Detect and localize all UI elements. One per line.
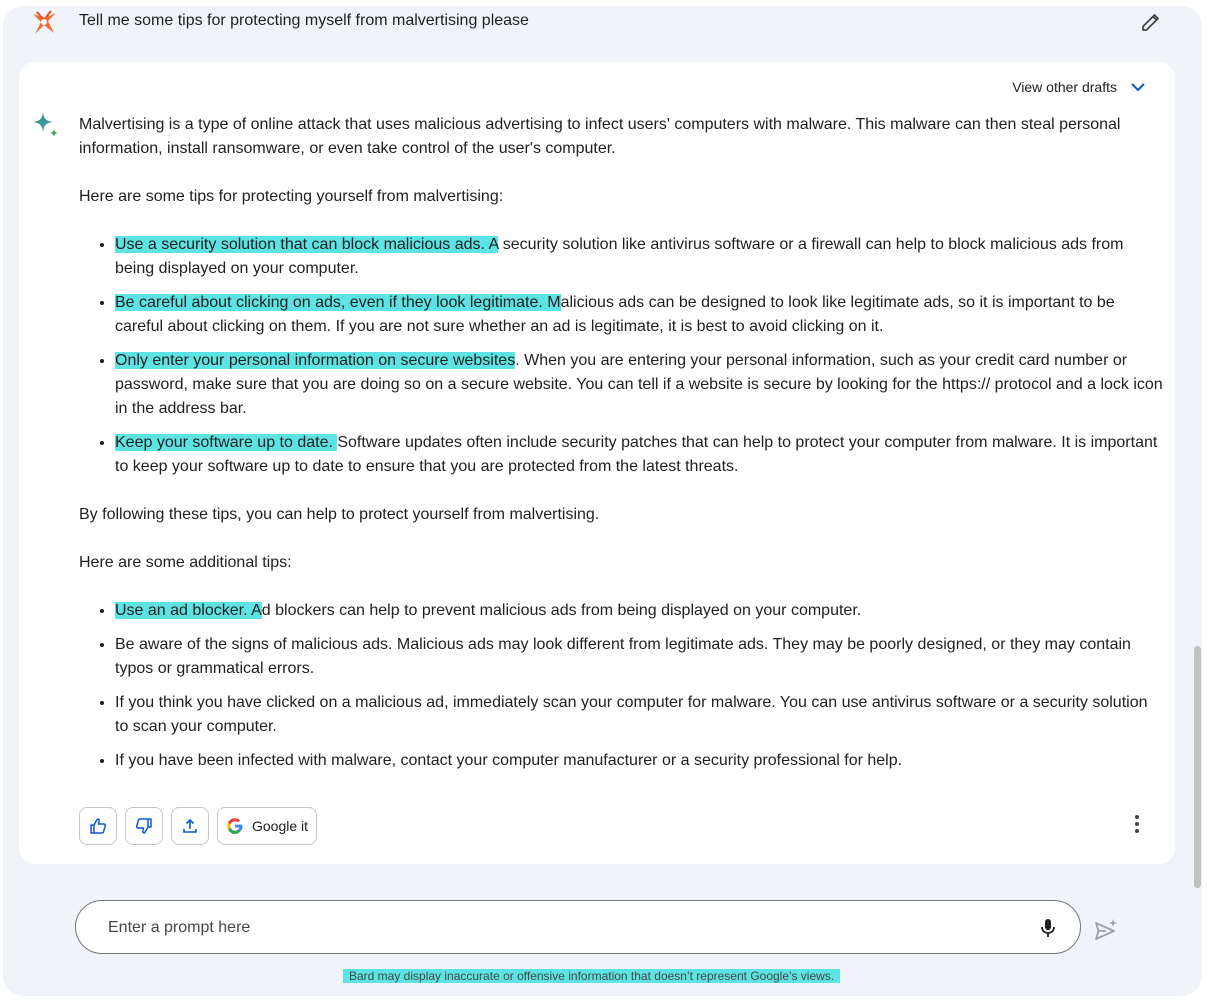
tip-text: Be aware of the signs of malicious ads. Malicious ads may look different from legitimate ads. They may be poorly designed, or they may contain typos or grammatical errors.	[115, 636, 1131, 677]
tips-list	[79, 233, 1164, 479]
response-actions	[79, 807, 317, 845]
chat-frame	[3, 6, 1202, 996]
highlighted-text: Use an ad blocker. A	[115, 602, 262, 619]
conclusion-paragraph: By following these tips, you can help to protect yourself from malvertising.	[79, 506, 600, 523]
thumbs-down-icon	[135, 817, 153, 835]
highlighted-text: Only enter your personal information on secure websites	[115, 352, 516, 369]
thumbs-up-icon	[89, 817, 107, 835]
google-it-button[interactable]	[217, 807, 317, 845]
tip-text: If you have been infected with malware, contact your computer manufacturer or a security professional for help.	[115, 752, 903, 769]
response-card	[19, 62, 1175, 864]
tip-text: Software updates often include security patches that can help to protect your computer from malware. It is important to keep your software up to date to ensure that you are protected from the latest threats.	[115, 434, 1158, 475]
tip-text: . When you are entering your personal information, such as your credit card number or password, make sure that you are doing so on a secure website. You can tell if a website is secure by looking for the https:// protocol and a lock icon in the address bar.	[115, 352, 1163, 417]
share-button[interactable]	[171, 807, 209, 845]
mic-icon[interactable]	[1036, 916, 1060, 940]
thumbs-down-button[interactable]	[125, 807, 163, 845]
thumbs-up-button[interactable]	[79, 807, 117, 845]
send-icon[interactable]	[1093, 917, 1119, 943]
more-vert-icon[interactable]	[1125, 812, 1149, 836]
list-item	[115, 749, 1164, 773]
list-item	[115, 233, 1164, 281]
prompt-text: Tell me some tips for protecting myself from malvertising please	[79, 12, 529, 29]
additional-heading: Here are some additional tips:	[79, 554, 292, 571]
google-it-label: Google it	[252, 818, 309, 834]
intro-paragraph: Malvertising is a type of online attack that uses malicious advertising to infect users' computers with malware. This malware can then steal personal information, install ransomware, or even take control of the user's computer.	[79, 116, 1121, 157]
list-item	[115, 691, 1164, 739]
highlighted-text: Use a security solution that can block malicious ads. A	[115, 236, 499, 253]
list-item	[115, 431, 1164, 479]
prompt-input[interactable]	[106, 915, 1010, 941]
user-prompt-row	[3, 6, 1202, 46]
tip-text: If you think you have clicked on a malicious ad, immediately scan your computer for malware. You can use antivirus software or a security solution to scan your computer.	[115, 694, 1148, 735]
chevron-down-icon	[1129, 78, 1147, 96]
list-item	[115, 349, 1164, 421]
disclaimer-text: Bard may display inaccurate or offensive information that doesn’t represent Google’s views.	[343, 969, 840, 983]
view-drafts-label: View other drafts	[1012, 79, 1117, 95]
view-other-drafts-button[interactable]	[1012, 78, 1147, 96]
user-avatar-icon	[29, 8, 59, 38]
edit-pencil-icon[interactable]	[1139, 10, 1163, 34]
tip-text: security solution like antivirus software or a firewall can help to block malicious ads from being displayed on your computer.	[115, 236, 1124, 277]
tip-text: alicious ads can be designed to look like legitimate ads, so it is important to be careful about clicking on them. If you are not sure whether an ad is legitimate, it is best to avoid clicking on it.	[115, 294, 1115, 335]
share-icon	[181, 817, 199, 835]
google-g-icon	[226, 817, 244, 835]
scrollbar-thumb[interactable]	[1194, 646, 1201, 888]
list-item	[115, 291, 1164, 339]
highlighted-text: Be careful about clicking on ads, even if they look legitimate. M	[115, 294, 561, 311]
highlighted-text: Keep your software up to date.	[115, 434, 338, 451]
prompt-input-box	[75, 900, 1081, 954]
bard-sparkle-icon	[31, 110, 61, 140]
tip-text: d blockers can help to prevent malicious ads from being displayed on your computer.	[261, 602, 862, 619]
tips-heading: Here are some tips for protecting yourself from malvertising:	[79, 188, 504, 205]
response-content	[79, 113, 1164, 797]
list-item	[115, 599, 1164, 623]
list-item	[115, 633, 1164, 681]
additional-tips-list	[79, 599, 1164, 773]
